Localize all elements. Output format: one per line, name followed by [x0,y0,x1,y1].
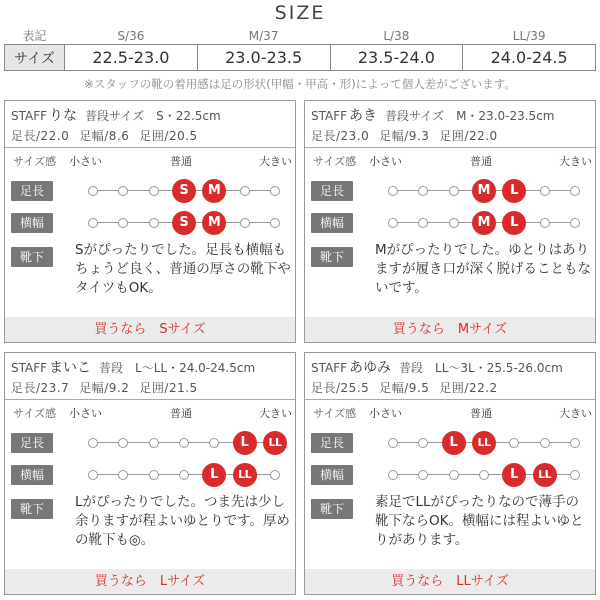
size-marker: M [472,179,496,203]
staff-card [304,100,596,343]
divider [5,147,295,148]
fit-scale [389,433,579,453]
scale-dot [540,218,550,228]
foot-length: 足長/23.7 [11,381,70,395]
fit-scale [89,433,282,453]
range-cell: 24.0-24.5 [463,45,596,71]
staff-comment: 素足でLLがぴったりなので薄手の靴下ならOK。横幅には程よいゆとりがあります。 [375,494,584,548]
header-label: 表記 [22,29,47,43]
size-marker: L [442,431,466,455]
size-marker: S [172,211,196,235]
scale-dot [149,438,159,448]
size-table-value-row [5,45,596,71]
size-marker: LL [233,463,257,487]
recommended-size: 買うなら Sサイズ [5,317,295,342]
scale-dot [388,438,398,448]
size-marker: LL [533,463,557,487]
foot-width: 足幅/9.2 [79,381,130,395]
foot-measurements [11,379,208,396]
scale-small-label: 小さい [369,407,402,420]
scale-big-label: 大きい [259,155,292,168]
size-marker: L [502,211,526,235]
notation-cell: L/38 [383,28,410,43]
staff-word: STAFF [311,361,348,375]
foot-girth: 足囲/22.0 [439,129,498,143]
size-table [4,27,596,71]
staff-name: りな [49,108,78,124]
scale-dot [540,186,550,196]
scale-dot [270,218,280,228]
divider [305,147,595,148]
scale-dot [570,438,580,448]
scale-dot [570,186,580,196]
staff-comment: Mがぴったりでした。ゆとりはありますが履き口が深く脱げることもないです。 [375,242,591,296]
scale-dot [240,186,250,196]
size-marker: S [172,179,196,203]
scale-dot [118,438,128,448]
notation-cell: M/37 [248,28,279,43]
size-marker: M [472,211,496,235]
foot-measurements [311,379,508,396]
size-table-header-row [5,27,596,45]
row-label-length: 足長 [311,181,353,201]
scale-dot [388,186,398,196]
scale-dot [88,218,98,228]
divider [305,399,595,400]
usual-size: 普段サイズ M・23.0-23.5cm [385,109,555,123]
scale-dot [449,470,459,480]
recommended-size: 買うなら Lサイズ [5,569,295,594]
scale-dot [479,470,489,480]
row-label-width: 横幅 [311,213,353,233]
staff-header [311,357,563,377]
scale-dot [418,186,428,196]
scale-big-label: 大きい [259,407,292,420]
foot-measurements [11,127,208,144]
scale-dot [270,470,280,480]
staff-header [311,105,554,125]
foot-length: 足長/25.5 [311,381,370,395]
staff-card [304,352,596,595]
foot-length: 足長/22.0 [11,129,70,143]
scale-dot [240,218,250,228]
page-title: SIZE [274,2,326,24]
size-marker: L [233,431,257,455]
scale-title: サイズ感 [313,155,357,168]
scale-dot [570,470,580,480]
scale-dot [270,186,280,196]
fit-note: ※スタッフの靴の着用感は足の形状(甲幅・甲高・形)によって個人差がございます。 [84,77,516,91]
foot-measurements [311,127,508,144]
range-cell: 22.5-23.0 [65,45,198,71]
scale-dot [149,470,159,480]
staff-name: あき [349,108,378,124]
notation-cell: S/36 [117,28,145,43]
size-marker: L [202,463,226,487]
scale-dot [179,470,189,480]
range-cell: 23.0-23.5 [197,45,330,71]
staff-name: あゆみ [349,360,392,376]
scale-dot [449,186,459,196]
size-marker: M [202,179,226,203]
scale-dot [88,438,98,448]
scale-dot [118,186,128,196]
row-label-width: 横幅 [11,213,53,233]
scale-small-label: 小さい [369,155,402,168]
scale-title: サイズ感 [313,407,357,420]
staff-word: STAFF [11,361,48,375]
scale-small-label: 小さい [69,407,102,420]
staff-comment: Lがぴったりでした。つま先は少し余りますが程よいゆとりです。厚めの靴下も◎。 [75,494,290,548]
staff-header [11,357,255,377]
usual-size: 普段 L〜LL・24.0-24.5cm [99,361,256,375]
scale-big-label: 大きい [559,155,592,168]
size-marker: M [202,211,226,235]
staff-header [11,105,221,125]
staff-name: まいこ [49,360,92,376]
row-label-socks: 靴下 [311,247,353,267]
fit-scale [389,181,579,201]
row-label-width: 横幅 [11,465,53,485]
fit-scale [89,213,279,233]
foot-girth: 足囲/20.5 [139,129,198,143]
fit-scale [89,181,279,201]
scale-normal-label: 普通 [170,407,192,420]
foot-width: 足幅/8.6 [79,129,130,143]
row-label-length: 足長 [311,433,353,453]
scale-dot [449,218,459,228]
size-marker: LL [263,431,287,455]
divider [5,399,295,400]
scale-small-label: 小さい [69,155,102,168]
scale-dot [149,218,159,228]
foot-length: 足長/23.0 [311,129,370,143]
foot-girth: 足囲/21.5 [139,381,198,395]
foot-girth: 足囲/22.2 [439,381,498,395]
scale-dot [88,470,98,480]
scale-dot [149,186,159,196]
scale-dot [418,438,428,448]
scale-dot [118,470,128,480]
foot-width: 足幅/9.3 [379,129,430,143]
usual-size: 普段 LL〜3L・25.5-26.0cm [399,361,563,375]
staff-card [4,352,296,595]
scale-title: サイズ感 [13,155,57,168]
size-marker: L [502,463,526,487]
notation-cell: LL/39 [512,28,546,43]
fit-scale [89,465,279,485]
recommended-size: 買うなら Mサイズ [305,317,595,342]
staff-word: STAFF [11,109,48,123]
range-cell: 23.5-24.0 [330,45,463,71]
scale-dot [88,186,98,196]
scale-dot [209,438,219,448]
staff-word: STAFF [311,109,348,123]
scale-dot [388,218,398,228]
scale-normal-label: 普通 [170,155,192,168]
row-label-socks: 靴下 [11,499,53,519]
scale-dot [570,218,580,228]
scale-dot [418,470,428,480]
scale-normal-label: 普通 [470,155,492,168]
scale-dot [540,438,550,448]
scale-title: サイズ感 [13,407,57,420]
row-label-socks: 靴下 [311,499,353,519]
row-label-length: 足長 [11,433,53,453]
scale-normal-label: 普通 [470,407,492,420]
recommended-size: 買うなら LLサイズ [305,569,595,594]
scale-dot [179,438,189,448]
size-marker: L [502,179,526,203]
foot-width: 足幅/9.5 [379,381,430,395]
row-label-length: 足長 [11,181,53,201]
row-label-socks: 靴下 [11,247,53,267]
scale-dot [418,218,428,228]
row-label-size: サイズ [5,45,65,71]
usual-size: 普段サイズ S・22.5cm [85,109,221,123]
staff-card [4,100,296,343]
fit-scale [389,465,579,485]
scale-big-label: 大きい [559,407,592,420]
scale-dot [388,470,398,480]
fit-scale [389,213,579,233]
scale-dot [118,218,128,228]
scale-dot [509,438,519,448]
row-label-width: 横幅 [311,465,353,485]
size-marker: LL [472,431,496,455]
staff-comment: Sがぴったりでした。足長も横幅もちょうど良く、普通の厚さの靴下やタイツもOK。 [75,242,291,296]
